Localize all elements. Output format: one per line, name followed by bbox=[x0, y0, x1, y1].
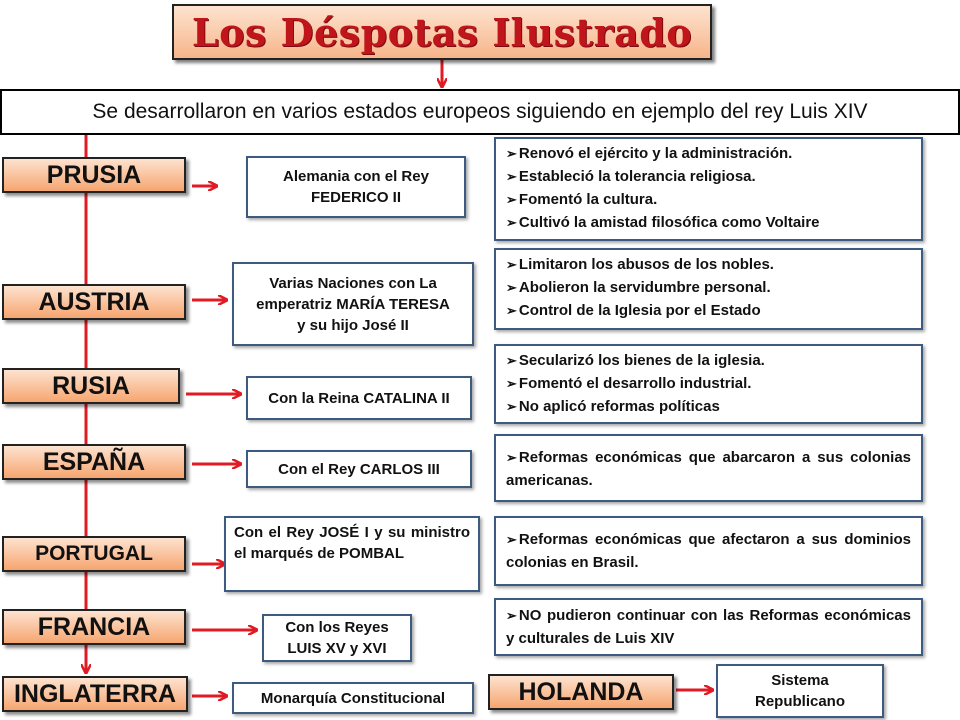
ruler-inglaterra bbox=[232, 682, 474, 714]
ruler-line: Alemania con el Rey bbox=[283, 168, 429, 185]
reform-item: ➢ Fomentó el desarrollo industrial. bbox=[506, 372, 911, 395]
reform-item: ➢ Renovó el ejército y la administración. bbox=[506, 142, 911, 165]
ruler-rusia bbox=[246, 376, 472, 420]
reform-item: ➢ No aplicó reformas políticas bbox=[506, 395, 911, 418]
reform-item: ➢ Cultivó la amistad filosófica como Voltaire bbox=[506, 211, 911, 234]
page-title: Los Déspotas Ilustrado bbox=[191, 9, 693, 55]
reform-item: ➢ Reformas económicas que abarcaron a sus colonias americanas. bbox=[506, 446, 911, 492]
reform-item: ➢ Fomentó la cultura. bbox=[506, 188, 911, 211]
system-line: Sistema bbox=[771, 672, 829, 689]
reform-item: ➢ Estableció la tolerancia religiosa. bbox=[506, 165, 911, 188]
country-inglaterra: INGLATERRA bbox=[2, 676, 188, 712]
intro-box: Se desarrollaron en varios estados europeos siguiendo en ejemplo del rey Luis XIV bbox=[0, 89, 960, 135]
ruler-line: Con el Rey JOSÉ I y su ministro el marqués de POMBAL bbox=[234, 524, 470, 562]
reforms-rusia bbox=[494, 344, 923, 424]
reforms-prusia bbox=[494, 137, 923, 241]
ruler-austria bbox=[232, 262, 474, 346]
country-prusia: PRUSIA bbox=[2, 157, 186, 193]
reform-item: ➢ Abolieron la servidumbre personal. bbox=[506, 276, 911, 299]
title-box bbox=[172, 4, 712, 60]
reform-item: ➢ Limitaron los abusos de los nobles. bbox=[506, 253, 911, 276]
reforms-espana bbox=[494, 434, 923, 502]
ruler-line: Monarquía Constitucional bbox=[260, 689, 446, 707]
reforms-austria bbox=[494, 248, 923, 330]
ruler-line: FEDERICO II bbox=[310, 189, 401, 206]
ruler-francia bbox=[262, 614, 412, 662]
reform-item: ➢ Reformas económicas que afectaron a sus dominios colonias en Brasil. bbox=[506, 528, 911, 574]
ruler-espana bbox=[246, 450, 472, 488]
ruler-line: Varias Naciones con La bbox=[269, 274, 437, 292]
system-line: Republicano bbox=[754, 693, 845, 710]
ruler-portugal bbox=[224, 516, 480, 592]
reform-item: ➢ NO pudieron continuar con las Reformas económicas y culturales de Luis XIV bbox=[506, 604, 911, 650]
reforms-francia bbox=[494, 598, 923, 656]
country-francia: FRANCIA bbox=[2, 609, 186, 645]
country-holanda: HOLANDA bbox=[488, 674, 674, 710]
ruler-line: Con los Reyes bbox=[285, 619, 389, 636]
ruler-prusia bbox=[246, 156, 466, 218]
reforms-portugal bbox=[494, 516, 923, 586]
ruler-line: y su hijo José II bbox=[297, 316, 409, 334]
ruler-line: Con el Rey CARLOS III bbox=[278, 460, 440, 478]
country-rusia: RUSIA bbox=[2, 368, 180, 404]
ruler-line: LUIS XV y XVI bbox=[287, 640, 387, 657]
country-austria: AUSTRIA bbox=[2, 284, 186, 320]
reform-item: ➢ Control de la Iglesia por el Estado bbox=[506, 299, 911, 322]
ruler-line: Con la Reina CATALINA II bbox=[268, 389, 450, 407]
ruler-line: emperatriz MARÍA TERESA bbox=[256, 295, 450, 313]
country-portugal: PORTUGAL bbox=[2, 536, 186, 572]
country-espana: ESPAÑA bbox=[2, 444, 186, 480]
reform-item: ➢ Secularizó los bienes de la iglesia. bbox=[506, 349, 911, 372]
system-holanda bbox=[716, 664, 884, 718]
